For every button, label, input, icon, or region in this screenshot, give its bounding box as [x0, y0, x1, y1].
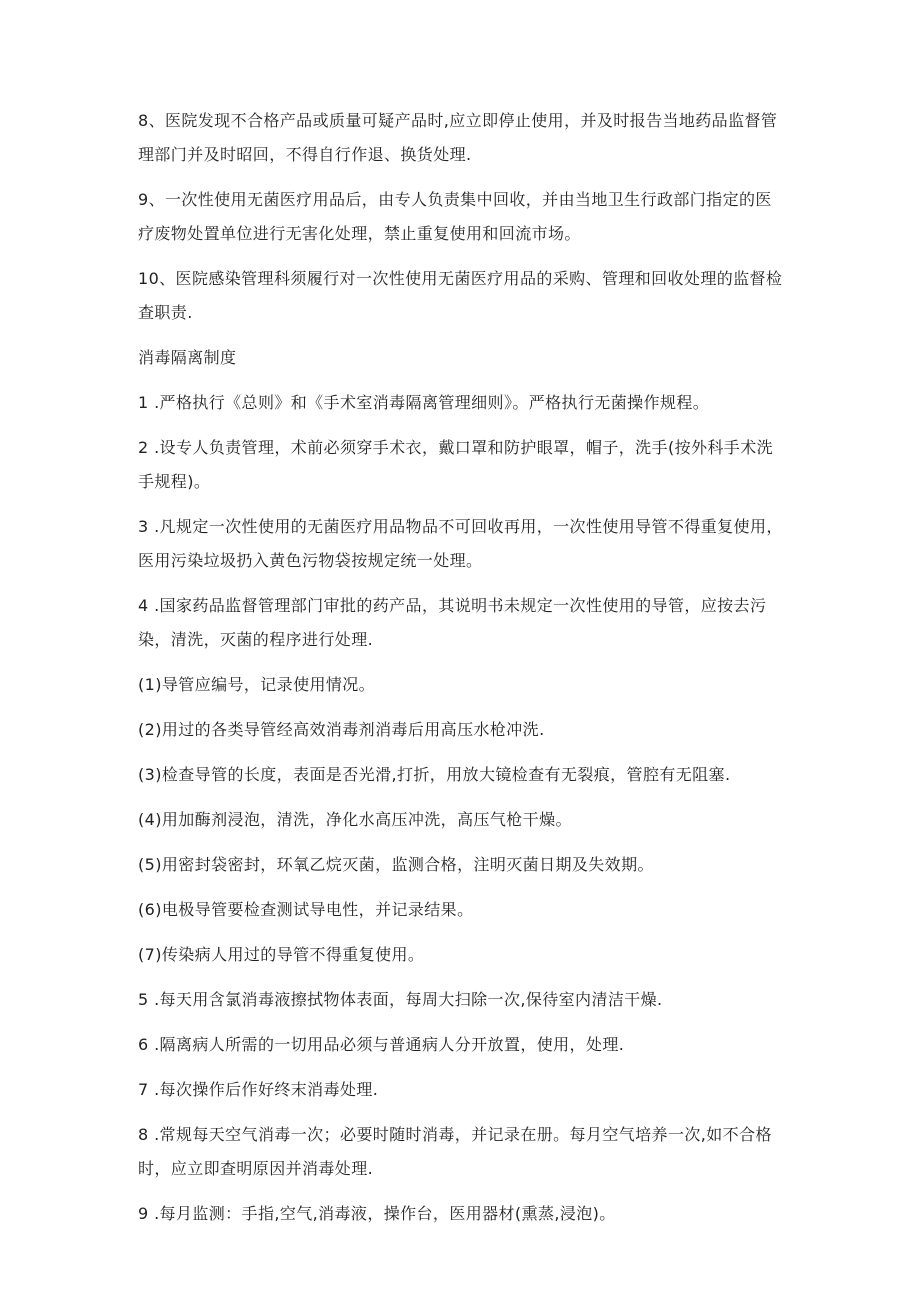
- sub-item-7: (7)传染病人用过的导管不得重复使用。: [138, 945, 425, 964]
- rule-item-7: 7 .每次操作后作好终末消毒处理.: [138, 1080, 379, 1099]
- sub-item-2: (2)用过的各类导管经高效消毒剂消毒后用高压水枪冲洗.: [138, 720, 545, 739]
- rule-item-5: 5 .每天用含氯消毒液擦拭物体表面，每周大扫除一次,保待室内清洁干燥.: [138, 990, 663, 1009]
- document-body: [138, 104, 788, 1242]
- rule-item-2: 2 .设专人负责管理，术前必须穿手术衣，戴口罩和防护眼罩，帽子，洗手(按外科手术洗手规程)。: [138, 438, 773, 491]
- sub-item-6: (6)电极导管要检查测试导电性，并记录结果。: [138, 900, 474, 919]
- rule-item-9: 9 .每月监测：手指,空气,消毒液，操作台，医用器材(熏蒸,浸泡)。: [138, 1204, 616, 1223]
- sub-item-4: (4)用加酶剂浸泡，清洗，净化水高压冲洗，高压气枪干燥。: [138, 810, 572, 829]
- sub-item-3: (3)检查导管的长度，表面是否光滑,打折，用放大镜检查有无裂痕，管腔有无阻塞.: [138, 765, 731, 784]
- rule-item-4: 4 .国家药品监督管理部门审批的药产品，其说明书未规定一次性使用的导管，应按去污染，清洗，灭菌的程序进行处理.: [138, 596, 767, 649]
- paragraph-item-9: 9、一次性使用无菌医疗用品后，由专人负责集中回收，并由当地卫生行政部门指定的医疗废物处置单位进行无害化处理，禁止重复使用和回流市场。: [138, 190, 772, 243]
- section-heading: 消毒隔离制度: [138, 348, 237, 367]
- rule-item-3: 3 .凡规定一次性使用的无菌医疗用品物品不可回收再用，一次性使用导管不得重复使用，医用污染垃圾扔入黄色污物袋按规定统一处理。: [138, 517, 783, 570]
- sub-item-5: (5)用密封袋密封，环氧乙烷灭菌，监测合格，注明灭菌日期及失效期。: [138, 855, 654, 874]
- rule-item-1: 1 .严格执行《总则》和《手术室消毒隔离管理细则》。严格执行无菌操作规程。: [138, 393, 710, 412]
- paragraph-item-10: 10、医院感染管理科须履行对一次性使用无菌医疗用品的采购、管理和回收处理的监督检查职责.: [138, 269, 783, 322]
- paragraph-item-8: 8、医院发现不合格产品或质量可疑产品时,应立即停止使用，并及时报告当地药品监督管理部门并及时昭回，不得自行作退、换货处理.: [138, 111, 778, 164]
- sub-item-1: (1)导管应编号，记录使用情况。: [138, 675, 376, 694]
- rule-item-8: 8 .常规每天空气消毒一次；必要时随时消毒，并记录在册。每月空气培养一次,如不合格时，应立即查明原因并消毒处理.: [138, 1125, 772, 1178]
- rule-item-6: 6 .隔离病人所需的一切用品必须与普通病人分开放置，使用，处理.: [138, 1035, 625, 1054]
